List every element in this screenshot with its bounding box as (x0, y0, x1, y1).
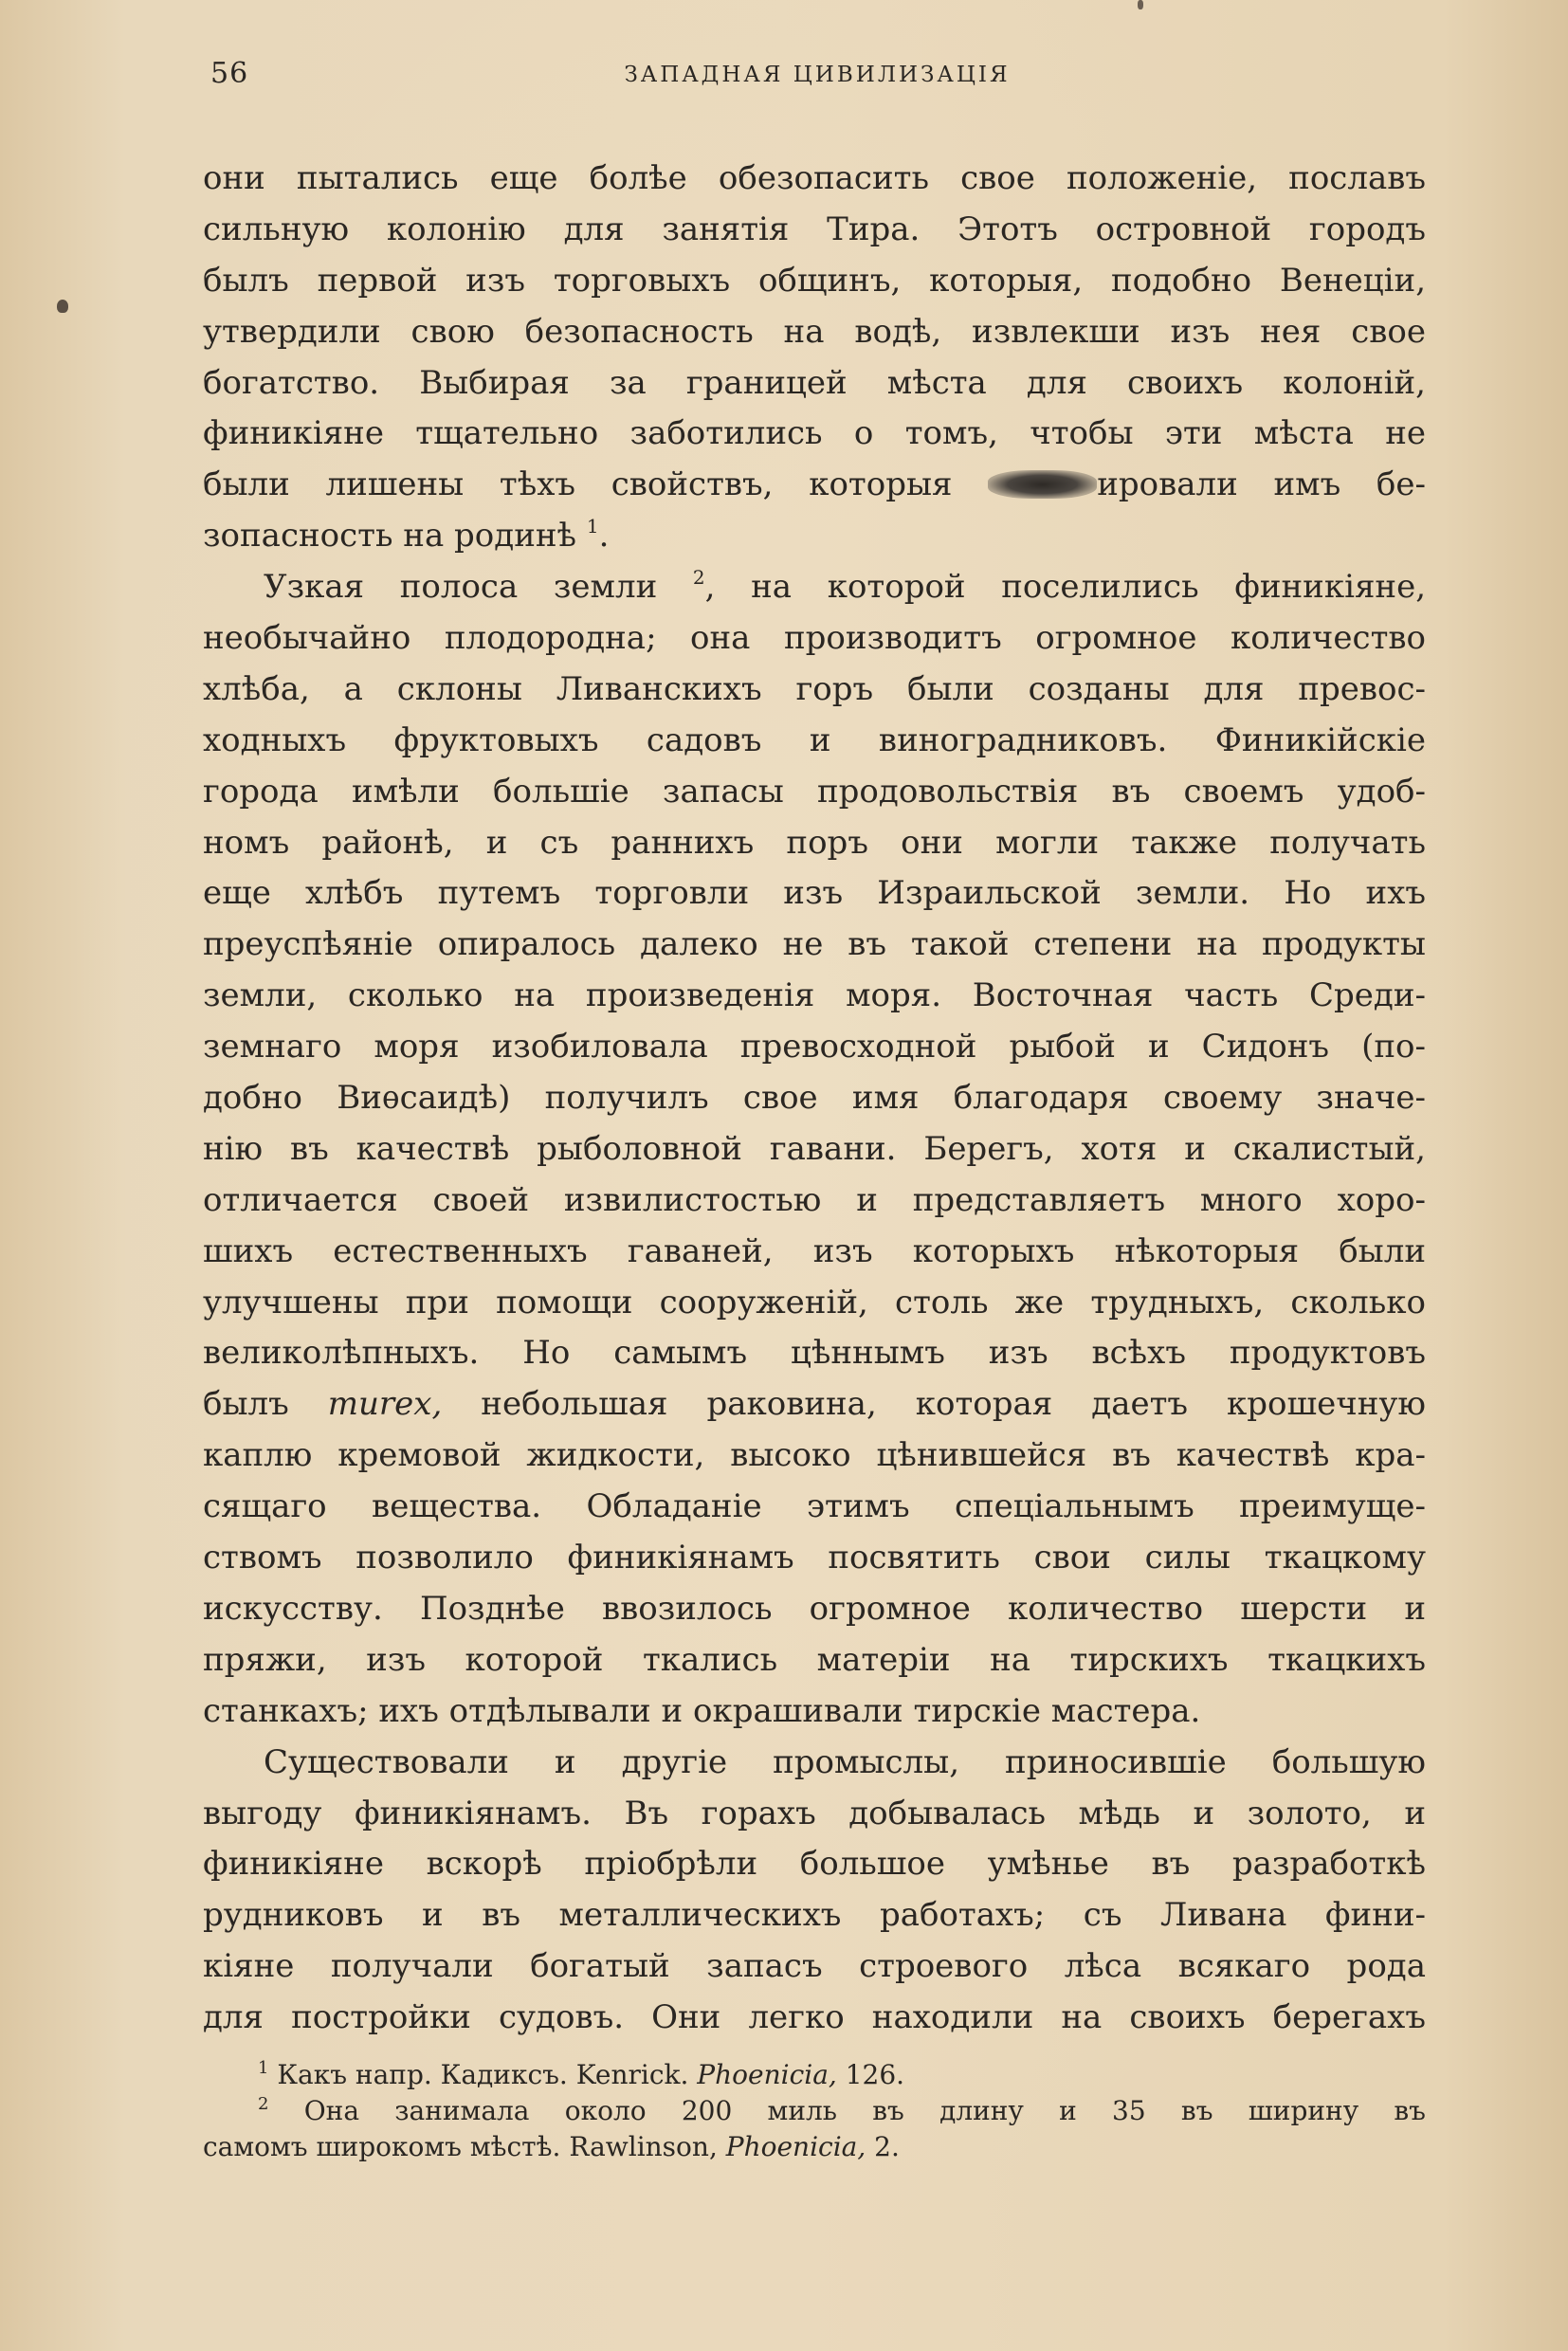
footnote-continuation (203, 2129, 1426, 2165)
text-line: пряжи, изъ которой ткались матеріи на тирскихъ ткацкихъ (203, 1640, 1426, 1679)
footnote-text: 2. (866, 2131, 900, 2162)
text-line: необычайно плодородна; она производитъ огромное количество (203, 619, 1426, 658)
text-line: искусству. Позднѣе ввозилось огромное количество шерсти и (203, 1589, 1426, 1628)
text-line: финикіяне вскорѣ пріобрѣли большое умѣнье въ разработкѣ (203, 1845, 1426, 1884)
page-number: 56 (210, 57, 249, 90)
text-line: великолѣпныхъ. Но самымъ цѣннымъ изъ всѣхъ продуктовъ (203, 1334, 1426, 1373)
text-line: богатство. Выбирая за границей мѣста для своихъ колоній, (203, 363, 1426, 402)
text-line: ходныхъ фруктовыхъ садовъ и виноградниковъ. Финикійскіе (203, 720, 1426, 759)
footnote-mark: 2 (258, 2094, 269, 2115)
running-head (210, 57, 1424, 95)
text-line: улучшены при помощи сооруженій, столь же трудныхъ, сколько (203, 1283, 1426, 1321)
text-line: сящаго вещества. Обладаніе этимъ спеціальнымъ преимуще- (203, 1487, 1426, 1526)
text-line: Существовали и другіе промыслы, приносившіе большую (264, 1742, 1426, 1781)
text-line: города имѣли большіе запасы продовольствія въ своемъ удоб- (203, 772, 1426, 811)
text-line (203, 1379, 1426, 1431)
ink-speck (1138, 0, 1143, 9)
text-line: ствомъ позволило финикіянамъ посвятить свои силы ткацкому (203, 1539, 1426, 1577)
text-line: для постройки судовъ. Они легко находили на своихъ берегахъ (203, 1998, 1426, 2037)
text-line: хлѣба, а склоны Ливанскихъ горъ были созданы для превос- (203, 669, 1426, 708)
footnote-italic: Phoenicia, (725, 2131, 866, 2162)
footnote-text: Она занимала около 200 миль въ длину и 35 въ ширину въ (268, 2095, 1426, 2126)
main-text (203, 154, 1426, 2044)
footnote-ref: 2 (692, 566, 705, 590)
text-line: они пытались еще болѣе обезопасить свое положеніе, пославъ (203, 159, 1426, 197)
footnotes (203, 2057, 1426, 2165)
text-line: выгоду финикіянамъ. Въ горахъ добывалась мѣдь и золото, и (203, 1794, 1426, 1832)
text-line: номъ районѣ, и съ раннихъ поръ они могли также получать (203, 823, 1426, 862)
text-line: земли, сколько на произведенія моря. Восточная часть Среди- (203, 976, 1426, 1015)
footnote (203, 2093, 1426, 2129)
text-fragment: были лишены тѣхъ свойствъ, которыя (203, 465, 989, 504)
text-line: былъ первой изъ торговыхъ общинъ, которыя, подобно Венеціи, (203, 261, 1426, 300)
text-line: кіяне получали богатый запасъ строевого лѣса всякаго рода (203, 1947, 1426, 1986)
footnote-text: Какъ напр. Кадиксъ. Kenrick. (268, 2059, 698, 2090)
text-line: сильную колонію для занятія Тира. Этотъ островной городъ (203, 210, 1426, 248)
text-fragment: былъ (203, 1385, 328, 1424)
text-line: добно Виѳсаидѣ) получилъ свое имя благодаря своему значе- (203, 1079, 1426, 1118)
margin-ink-blot (57, 300, 68, 313)
text-fragment: , на которой поселились финикіяне, (704, 568, 1426, 607)
text-line: станкахъ; ихъ отдѣлывали и окрашивали тирскіе мастера. (203, 1691, 1201, 1730)
ink-smudge (988, 470, 1097, 499)
footnote (203, 2057, 1426, 2093)
footnote-italic: Phoenicia, (697, 2059, 837, 2090)
footnote-mark: 1 (258, 2058, 269, 2079)
text-line (203, 562, 1426, 613)
text-line: шихъ естественныхъ гаваней, изъ которыхъ нѣкоторыя были (203, 1231, 1426, 1270)
text-line: земнаго моря изобиловала превосходной рыбой и Сидонъ (по- (203, 1028, 1426, 1066)
text-line: преуспѣяніе опиралось далеко не въ такой степени на продукты (203, 925, 1426, 964)
text-line: нію въ качествѣ рыболовной гавани. Берегъ, хотя и скалистый, (203, 1129, 1426, 1168)
text-fragment: зопасность на родинѣ (203, 517, 587, 556)
text-line: каплю кремовой жидкости, высоко цѣнившейся въ качествѣ кра- (203, 1436, 1426, 1475)
text-fragment: . (598, 517, 610, 556)
footnote-ref: 1 (586, 515, 599, 538)
text-line (203, 511, 1426, 562)
text-fragment: Узкая полоса земли (264, 568, 693, 607)
text-line (203, 460, 1426, 511)
text-line: отличается своей извилистостью и представляетъ много хоро- (203, 1180, 1426, 1219)
footnote-text: 126. (836, 2059, 905, 2090)
text-line: рудниковъ и въ металлическихъ работахъ; съ Ливана фини- (203, 1896, 1426, 1935)
text-line: финикіяне тщательно заботились о томъ, чтобы эти мѣста не (203, 414, 1426, 453)
text-line: утвердили свою безопасность на водѣ, извлекши изъ нея свое (203, 312, 1426, 351)
text-fragment: ировали имъ бе- (1097, 465, 1426, 504)
running-title: ЗАПАДНАЯ ЦИВИЛИЗАЦІЯ (624, 63, 1011, 87)
text-fragment: небольшая раковина, которая даетъ крошечную (442, 1385, 1426, 1424)
text-line: еще хлѣбъ путемъ торговли изъ Израильской земли. Но ихъ (203, 874, 1426, 913)
footnote-text: самомъ широкомъ мѣстѣ. Rawlinson, (203, 2131, 726, 2162)
italic-term: murex, (327, 1385, 443, 1424)
